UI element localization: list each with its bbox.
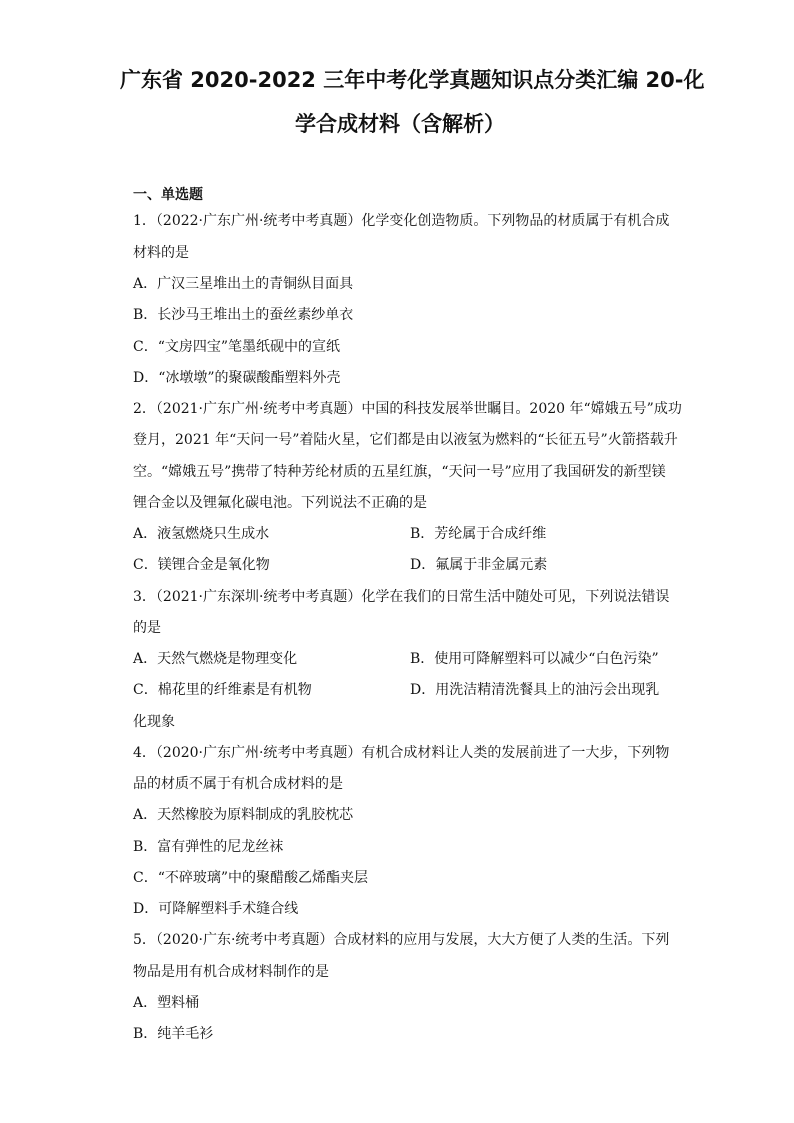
question-2-stem-line-4: 锂合金以及锂氟化碳电池。下列说法不正确的是 bbox=[133, 495, 427, 511]
question-4-option-c: C．“不碎玻璃”中的聚醋酸乙烯酯夹层 bbox=[133, 870, 369, 886]
question-3-stem-line-1: 3．（2021·广东深圳·统考中考真题）化学在我们的日常生活中随处可见，下列说法错误 bbox=[133, 589, 670, 605]
question-1-option-b: B．长沙马王堆出土的蚕丝素纱单衣 bbox=[133, 307, 354, 323]
question-4-stem-line-2: 品的材质不属于有机合成材料的是 bbox=[133, 776, 343, 792]
document-title-line-1: 广东省 2020-2022 三年中考化学真题知识点分类汇编 20-化 bbox=[120, 68, 705, 92]
question-2-option-a: A．液氢燃烧只生成水 bbox=[133, 526, 270, 542]
question-4-option-b: B．富有弹性的尼龙丝袜 bbox=[133, 839, 284, 855]
question-4-stem-line-1: 4．（2020·广东广州·统考中考真题）有机合成材料让人类的发展前进了一大步，下列物 bbox=[133, 745, 670, 761]
document-title-line-2: 学合成材料（含解析） bbox=[295, 112, 505, 136]
question-2-stem-line-2: 登月，2021 年“天问一号”着陆火星，它们都是由以液氢为燃料的“长征五号”火箭搭载升 bbox=[133, 432, 678, 448]
question-1-option-d: D．“冰墩墩”的聚碳酸酯塑料外壳 bbox=[133, 370, 341, 386]
question-5-option-a: A．塑料桶 bbox=[133, 995, 200, 1011]
question-5-stem-line-1: 5．（2020·广东·统考中考真题）合成材料的应用与发展，大大方便了人类的生活。下列 bbox=[133, 932, 670, 948]
question-3-option-a: A．天然气燃烧是物理变化 bbox=[133, 651, 298, 667]
question-3-option-d-continuation: 化现象 bbox=[133, 714, 175, 730]
question-2-option-b: B．芳纶属于合成纤维 bbox=[410, 526, 547, 542]
question-1-option-c: C．“文房四宝”笔墨纸砚中的宣纸 bbox=[133, 339, 341, 355]
question-5-stem-line-2: 物品是用有机合成材料制作的是 bbox=[133, 964, 329, 980]
question-4-option-a: A．天然橡胶为原料制成的乳胶枕芯 bbox=[133, 807, 354, 823]
question-2-option-c: C．镁锂合金是氧化物 bbox=[133, 557, 270, 573]
question-5-option-b: B．纯羊毛衫 bbox=[133, 1026, 214, 1042]
question-1-stem-line-2: 材料的是 bbox=[133, 245, 189, 261]
question-4-option-d: D．可降解塑料手术缝合线 bbox=[133, 901, 299, 917]
question-3-stem-line-2: 的是 bbox=[133, 620, 161, 636]
section-heading: 一、单选题 bbox=[133, 187, 203, 203]
question-2-stem-line-1: 2．（2021·广东广州·统考中考真题）中国的科技发展举世瞩目。2020 年“嫦娥五号”成功 bbox=[133, 401, 682, 417]
question-3-option-b: B．使用可降解塑料可以减少“白色污染” bbox=[410, 651, 659, 667]
question-1-stem-line-1: 1．（2022·广东广州·统考中考真题）化学变化创造物质。下列物品的材质属于有机合成 bbox=[133, 213, 670, 229]
question-2-option-d: D．氟属于非金属元素 bbox=[410, 557, 548, 573]
question-2-stem-line-3: 空。“嫦娥五号”携带了特种芳纶材质的五星红旗，“天问一号”应用了我国研发的新型镁 bbox=[133, 464, 666, 480]
question-1-option-a: A．广汉三星堆出土的青铜纵目面具 bbox=[133, 276, 354, 292]
question-3-option-c: C．棉花里的纤维素是有机物 bbox=[133, 682, 312, 698]
question-3-option-d: D．用洗洁精清洗餐具上的油污会出现乳 bbox=[410, 682, 660, 698]
